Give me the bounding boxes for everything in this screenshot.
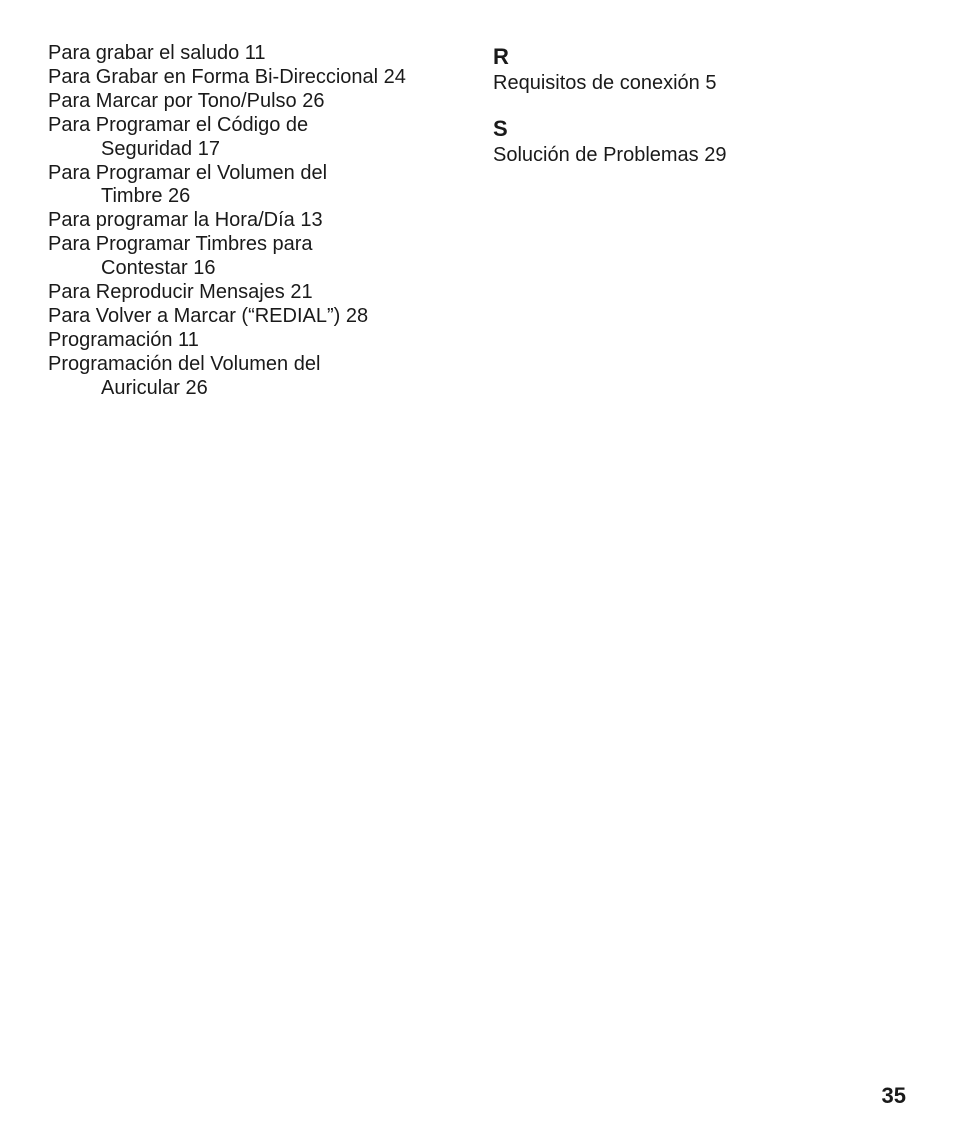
index-entry-text: Para Volver a Marcar (“REDIAL”) 28 bbox=[48, 304, 369, 327]
index-entry bbox=[48, 114, 468, 162]
index-left-column bbox=[48, 42, 468, 401]
index-entry bbox=[48, 162, 468, 210]
page-number: 35 bbox=[881, 1083, 906, 1108]
index-entry bbox=[48, 66, 468, 90]
index-entry bbox=[48, 329, 468, 353]
index-entry bbox=[48, 305, 468, 329]
index-entry-continuation: Auricular 26 bbox=[101, 376, 208, 399]
index-letter-heading: S bbox=[493, 115, 508, 141]
index-entry bbox=[48, 42, 468, 66]
index-entry bbox=[48, 90, 468, 114]
index-entry-continuation: Contestar 16 bbox=[101, 257, 216, 280]
index-entry-text: Requisitos de conexión 5 bbox=[493, 72, 717, 94]
index-entry bbox=[493, 72, 913, 96]
index-entry bbox=[48, 281, 468, 305]
index-entry-text: Para Programar el Código de bbox=[48, 113, 309, 136]
index-entry-continuation: Seguridad 17 bbox=[101, 137, 220, 160]
index-right-column bbox=[493, 42, 913, 168]
index-entry-text: Para Reproducir Mensajes 21 bbox=[48, 281, 313, 304]
index-entry bbox=[493, 144, 913, 168]
index-entry-text: Para Programar el Volumen del bbox=[48, 161, 328, 184]
index-entry-text: Programación del Volumen del bbox=[48, 352, 321, 375]
index-entry bbox=[48, 209, 468, 233]
index-entry-text: Para Marcar por Tono/Pulso 26 bbox=[48, 89, 325, 112]
index-entry bbox=[48, 233, 468, 281]
index-entry-text: Para Programar Timbres para bbox=[48, 233, 313, 256]
index-entry-continuation: Timbre 26 bbox=[101, 185, 191, 208]
index-entry-text: Programación 11 bbox=[48, 328, 199, 351]
index-entry bbox=[48, 353, 468, 401]
index-entry-text: Solución de Problemas 29 bbox=[493, 143, 727, 166]
index-entry-text: Para programar la Hora/Día 13 bbox=[48, 209, 323, 232]
index-entry-text: Para Grabar en Forma Bi-Direccional 24 bbox=[48, 65, 406, 88]
index-letter-heading: R bbox=[493, 44, 509, 69]
index-entry-text: Para grabar el saludo 11 bbox=[48, 42, 266, 64]
